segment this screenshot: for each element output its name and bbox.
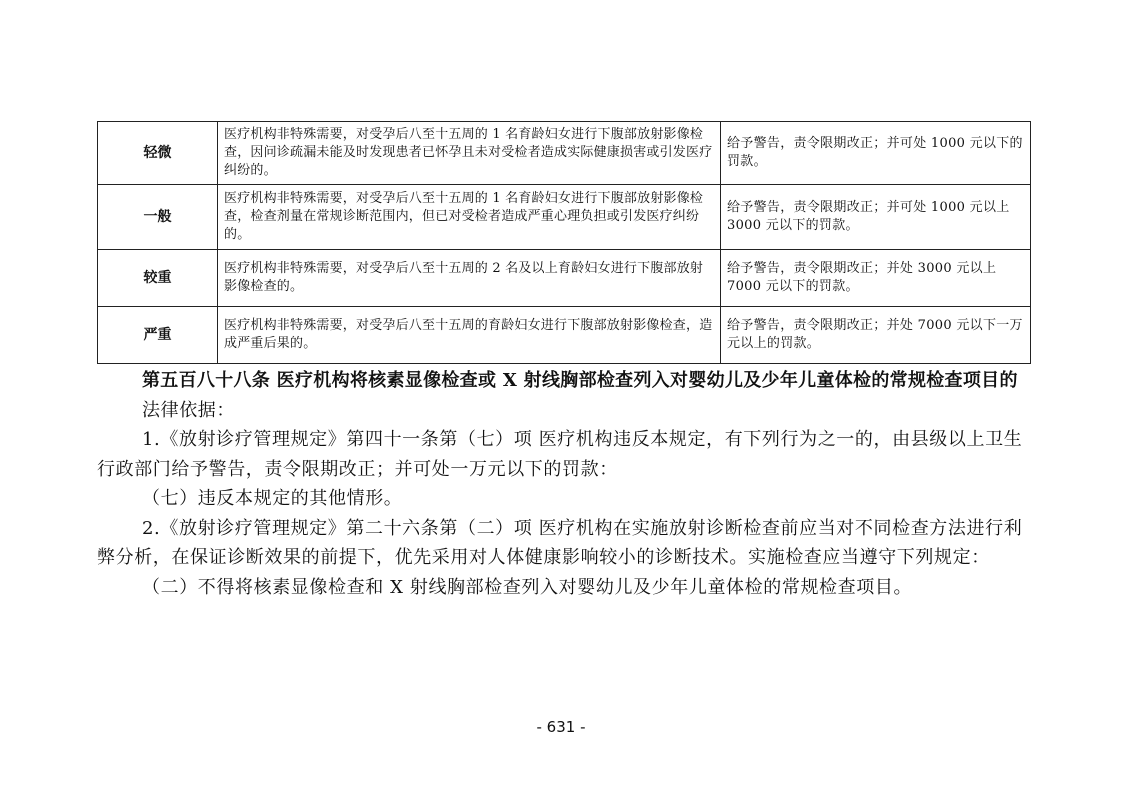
violation-description-cell: 医疗机构非特殊需要，对受孕后八至十五周的育龄妇女进行下腹部放射影像检查，造成严重后果的。	[218, 307, 721, 364]
penalty-cell: 给予警告，责令限期改正；并处 3000 元以上 7000 元以下的罚款。	[721, 250, 1031, 307]
page-number: - 631 -	[536, 718, 586, 736]
penalty-cell: 给予警告，责令限期改正；并可处 1000 元以下的罚款。	[721, 122, 1031, 185]
grade-level-cell: 严重	[98, 307, 218, 364]
article-body	[97, 366, 1032, 602]
violation-grade-table	[97, 121, 1031, 364]
table-row	[98, 122, 1031, 185]
table-row	[98, 185, 1031, 250]
penalty-cell: 给予警告，责令限期改正；并可处 1000 元以上 3000 元以下的罚款。	[721, 185, 1031, 250]
legal-basis-paragraph: 2.《放射诊疗管理规定》第二十六条第（二）项 医疗机构在实施放射诊断检查前应当对不同检查方法进行利弊分析，在保证诊断效果的前提下，优先采用对人体健康影响较小的诊断技术。实施检查应当遵守下列规定：	[97, 517, 1023, 568]
table-row	[98, 307, 1031, 364]
violation-description-cell: 医疗机构非特殊需要，对受孕后八至十五周的 1 名育龄妇女进行下腹部放射影像检查，因问诊疏漏未能及时发现患者已怀孕且未对受检者造成实际健康损害或引发医疗纠纷的。	[218, 122, 721, 185]
legal-basis-paragraph: （二）不得将核素显像检查和 X 射线胸部检查列入对婴幼儿及少年儿童体检的常规检查项目。	[142, 576, 913, 598]
grade-level-cell: 轻微	[98, 122, 218, 185]
legal-basis-paragraph: （七）违反本规定的其他情形。	[142, 488, 403, 509]
table-row	[98, 250, 1031, 307]
article-heading: 第五百八十八条 医疗机构将核素显像检查或 X 射线胸部检查列入对婴幼儿及少年儿童体检的常规检查项目的	[142, 370, 1018, 391]
legal-basis-label: 法律依据：	[142, 399, 235, 421]
grade-level-cell: 一般	[98, 185, 218, 250]
violation-description-cell: 医疗机构非特殊需要，对受孕后八至十五周的 2 名及以上育龄妇女进行下腹部放射影像检查的。	[218, 250, 721, 307]
legal-basis-paragraph: 1.《放射诊疗管理规定》第四十一条第（七）项 医疗机构违反本规定，有下列行为之一的，由县级以上卫生行政部门给予警告，责令限期改正；并可处一万元以下的罚款：	[97, 429, 1023, 480]
penalty-cell: 给予警告，责令限期改正；并处 7000 元以下一万元以上的罚款。	[721, 307, 1031, 364]
grade-level-cell: 较重	[98, 250, 218, 307]
violation-description-cell: 医疗机构非特殊需要，对受孕后八至十五周的 1 名育龄妇女进行下腹部放射影像检查，检查剂量在常规诊断范围内，但已对受检者造成严重心理负担或引发医疗纠纷的。	[218, 185, 721, 250]
